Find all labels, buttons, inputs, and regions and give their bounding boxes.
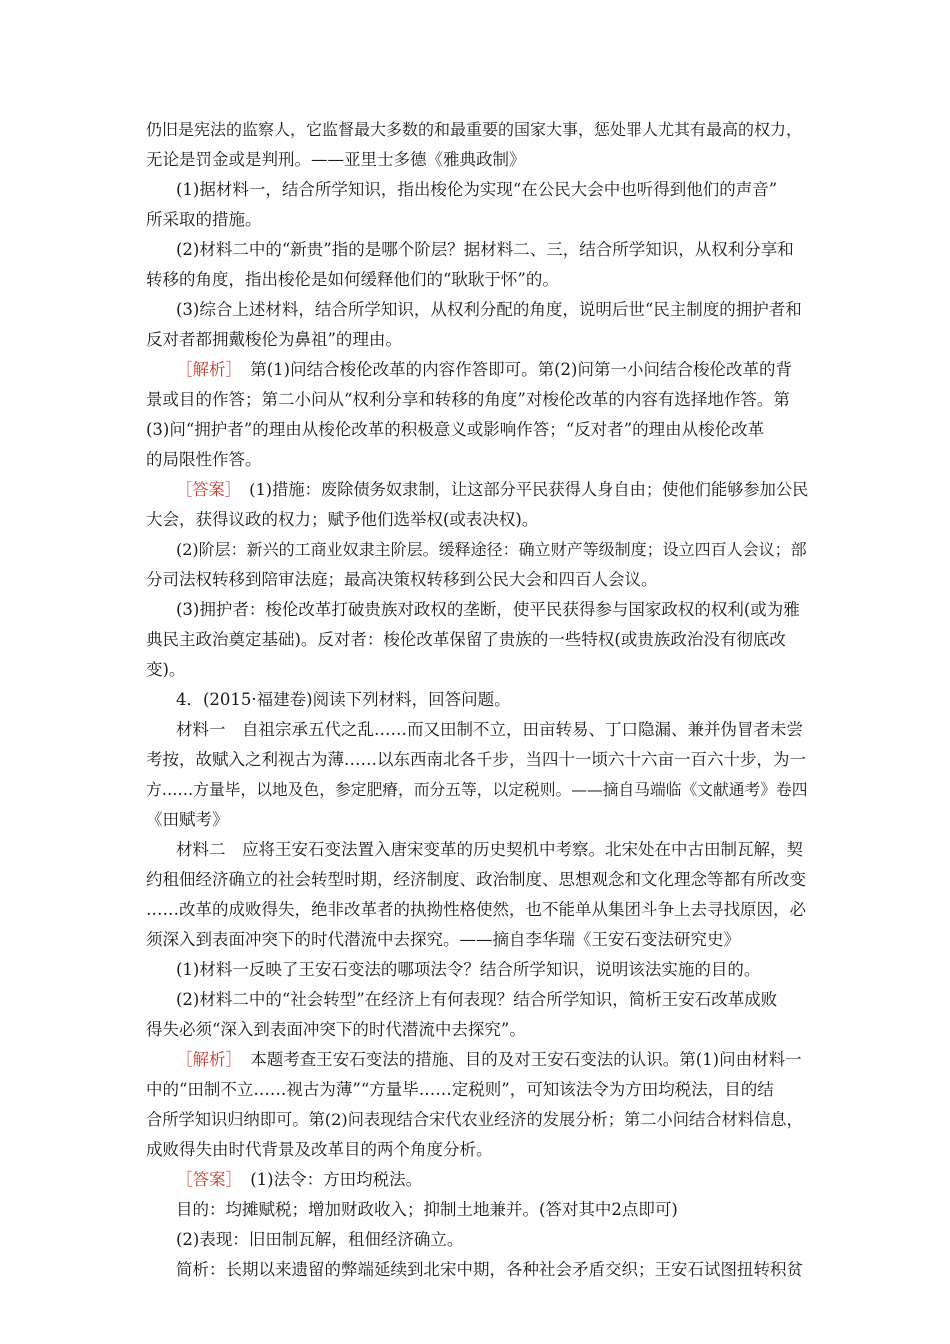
text-line: 简析：长期以来遗留的弊端延续到北宋中期，各种社会矛盾交织；王安石试图扭转积贫 [176, 1260, 803, 1279]
question-4-2: (2)材料二中的“社会转型”在经济上有何表现？结合所学知识，简析王安石改革成败 [176, 990, 778, 1009]
text-line: 合所学知识归纳即可。第(2)问表现结合宋代农业经济的发展分析；第二小问结合材料信息， [146, 1110, 803, 1129]
text-line: 约租佃经济确立的社会转型时期，经济制度、政治制度、思想观念和文化理念等都有所改变 [146, 870, 806, 889]
text-line: 转移的角度，指出梭伦是如何缓释他们的“耿耿于怀”的。 [146, 270, 559, 289]
text-line: 仍旧是宪法的监察人，它监督最大多数的和最重要的国家大事，惩处罪人尤其有最高的权力， [146, 120, 803, 139]
analysis-line [176, 1050, 802, 1070]
answer-tag: ［答案］ [176, 1170, 234, 1189]
text-line: (3)拥护者：梭伦改革打破贵族对政权的垄断，使平民获得参与国家政权的权利(或为雅 [176, 600, 800, 619]
text-line: 典民主政治奠定基础)。反对者：梭伦改革保留了贵族的一些特权(或贵族政治没有彻底改 [146, 630, 786, 649]
text-line: 无论是罚金或是判刑。——亚里士多德《雅典政制》 [146, 150, 526, 169]
text-line: 《田赋考》 [146, 810, 229, 829]
question-2: (2)材料二中的“新贵”指的是哪个阶层？据材料二、三，结合所学知识，从权利分享和 [176, 240, 794, 259]
text-line: 得失必须“深入到表面冲突下的时代潜流中去探究”。 [146, 1020, 526, 1039]
text-line: 大会，获得议政的权力；赋予他们选举权(或表决权)。 [146, 510, 539, 529]
text-line: 分司法权转移到陪审法庭；最高决策权转移到公民大会和四百人会议。 [146, 570, 658, 589]
text-line: 反对者都拥戴梭伦为鼻祖”的理由。 [146, 330, 402, 349]
text-line: 本题考查王安石变法的措施、目的及对王安石变法的认识。第(1)问由材料一 [250, 1050, 802, 1069]
text-line: 第(1)问结合梭伦改革的内容作答即可。第(2)问第一小问结合梭伦改革的背 [250, 360, 792, 379]
text-line: (2)表现：旧田制瓦解，租佃经济确立。 [176, 1230, 464, 1249]
text-line: 景或目的作答；第二小问从“权利分享和转移的角度”对梭伦改革的内容有选择地作答。第 [146, 390, 790, 409]
text-line: 的局限性作答。 [146, 450, 262, 469]
answer-line [176, 1170, 422, 1190]
text-line: (3)问“拥护者”的理由从梭伦改革的积极意义或影响作答；“反对者”的理由从梭伦改革 [146, 420, 765, 439]
text-line: 方……方量毕，以地及色，参定肥瘠，而分五等，以定税则。——摘自马端临《文献通考》卷四 [146, 780, 808, 799]
text-line: (1)措施：废除债务奴隶制，让这部分平民获得人身自由；使他们能够参加公民 [249, 480, 809, 499]
text-line: (2)阶层：新兴的工商业奴隶主阶层。缓释途径：确立财产等级制度；设立四百人会议；部 [176, 540, 807, 559]
text-line: 须深入到表面冲突下的时代潜流中去探究。——摘自李华瑞《王安石变法研究史》 [146, 930, 740, 949]
analysis-tag: ［解析］ [176, 360, 234, 379]
analysis-line [176, 360, 792, 380]
text-line: 考按，故赋入之利视古为薄……以东西南北各千步，当四十一顷六十六亩一百六十步，为一 [146, 750, 806, 769]
text-line: 变)。 [146, 660, 186, 679]
question-4-title: 4．(2015·福建卷)阅读下列材料，回答问题。 [176, 690, 511, 709]
material-1: 材料一 自祖宗承五代之乱……而又田制不立，田亩转易、丁口隐漏、兼并伪冒者未尝 [176, 720, 803, 739]
answer-line [176, 480, 808, 500]
text-line: 目的：均摊赋税；增加财政收入；抑制土地兼并。(答对其中2点即可) [176, 1200, 678, 1219]
text-line: 中的“田制不立……视古为薄”“方量毕……定税则”，可知该法令为方田均税法，目的结 [146, 1080, 774, 1099]
text-line: (1)法令：方田均税法。 [250, 1170, 423, 1189]
analysis-tag: ［解析］ [176, 1050, 234, 1069]
question-3: (3)综合上述材料，结合所学知识，从权利分配的角度，说明后世“民主制度的拥护者和 [176, 300, 802, 319]
question-1: (1)据材料一，结合所学知识，指出梭伦为实现“在公民大会中也听得到他们的声音” [176, 180, 778, 199]
material-2: 材料二 应将王安石变法置入唐宋变革的历史契机中考察。北宋处在中古田制瓦解，契 [176, 840, 803, 859]
answer-tag: ［答案］ [176, 480, 233, 499]
text-line: ……改革的成败得失，绝非改革者的执拗性格使然，也不能单从集团斗争上去寻找原因，必 [146, 900, 806, 919]
text-line: 所采取的措施。 [146, 210, 262, 229]
question-4-1: (1)材料一反映了王安石变法的哪项法令？结合所学知识，说明该法实施的目的。 [176, 960, 761, 979]
text-line: 成败得失由时代背景及改革目的两个角度分析。 [146, 1140, 493, 1159]
